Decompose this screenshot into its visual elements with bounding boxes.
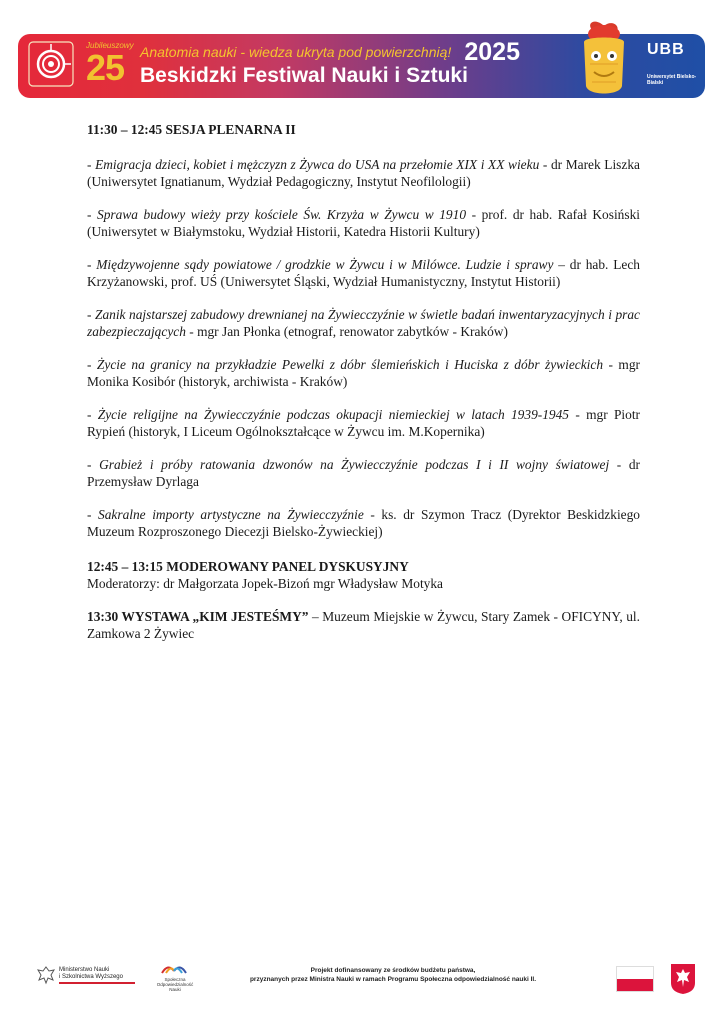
talk-title: - Grabież i próby ratowania dzwonów na Żywiecczyźnie podczas I i II wojny światowej — [87, 457, 610, 472]
jubilee-number: 25 — [86, 47, 125, 88]
talk-item — [87, 156, 640, 190]
exhibition-heading: 13:30 WYSTAWA „KIM JESTEŚMY” — [87, 609, 309, 624]
university-name: Uniwersytet Bielsko-Bialski — [647, 74, 697, 86]
panel-heading: 12:45 – 13:15 MODEROWANY PANEL DYSKUSYJNY — [87, 559, 409, 574]
talk-item — [87, 306, 640, 340]
talk-item — [87, 356, 640, 390]
sponsor-footer — [0, 955, 725, 1005]
talk-speaker: - prof. dr hab. Rafał Kosiński (Uniwersytet w Białymstoku, Wydział Historii, Katedra Historii Kultury) — [87, 207, 640, 239]
book-icon — [161, 961, 187, 975]
jubilee-label: Jubileuszowy — [86, 41, 134, 50]
talk-item — [87, 406, 640, 440]
talk-title: - Sakralne importy artystyczne na Żywiecczyźnie — [87, 507, 364, 522]
university-mark: UBB — [647, 41, 685, 58]
program-line-3: Nauki — [169, 987, 181, 992]
festival-title: Beskidzki Festiwal Nauki i Sztuki — [140, 64, 468, 87]
session-heading: 11:30 – 12:45 SESJA PLENARNA II — [87, 122, 296, 137]
funding-line-1: Projekt dofinansowany ze środków budżetu państwa, — [310, 967, 476, 974]
talk-title: - Międzywojenne sądy powiatowe / grodzkie w Żywcu i w Milówce. Ludzie i sprawy — [87, 257, 554, 272]
exhibition-details: – Muzeum Miejskie w Żywcu, Stary Zamek - OFICYNY, ul. Zamkowa 2 Żywiec — [87, 609, 640, 641]
university-logo — [643, 42, 695, 90]
funding-note — [222, 966, 564, 984]
talk-item — [87, 506, 640, 540]
exhibition-item — [87, 608, 640, 642]
program-line-1: Społeczna — [164, 977, 186, 982]
ministry-name — [59, 967, 149, 981]
talk-speaker: - ks. dr Szymon Tracz (Dyrektor Beskidzkiego Muzeum Rozproszonego Diecezji Bielsko-Żywieckiej) — [87, 507, 640, 539]
eagle-icon — [37, 965, 55, 985]
program-name — [152, 977, 198, 992]
talk-speaker: - mgr Jan Płonka (etnograf, renowator zabytków - Kraków) — [185, 324, 508, 339]
talk-title: - Zanik najstarszej zabudowy drewnianej na Żywiecczyźnie w świetle badań inwentaryzacyjnych i prac zabezpieczających — [87, 307, 640, 339]
polish-emblem-icon — [670, 963, 696, 995]
programme-content — [87, 121, 640, 642]
talk-title: - Życie religijne na Żywiecczyźnie podczas okupacji niemieckiej w latach 1939-1945 — [87, 407, 570, 422]
talk-item — [87, 456, 640, 490]
talk-speaker: – dr hab. Lech Krzyżanowski, prof. UŚ (Uniwersytet Śląski, Wydział Humanistyczny, Instytut Historii) — [87, 257, 640, 289]
funding-line-2: przyznanych przez Ministra Nauki w ramach Programu Społeczna odpowiedzialność nauki II. — [249, 976, 537, 983]
polish-flag — [616, 966, 654, 992]
ministry-line-2: i Szkolnictwa Wyższego — [59, 974, 123, 980]
talk-speaker: - dr Przemysław Dyrlaga — [87, 457, 640, 489]
talk-speaker: - dr Marek Liszka (Uniwersytet Ignatianum, Wydział Pedagogiczny, Instytut Neofilologii) — [87, 157, 640, 189]
ministry-underline — [59, 982, 135, 984]
program-logo — [152, 961, 198, 997]
ministry-line-1: Ministerstwo Nauki — [59, 967, 110, 973]
flag-red-stripe — [617, 979, 653, 991]
talk-speaker: - mgr Monika Kosibór (historyk, archiwista - Kraków) — [87, 357, 640, 389]
talk-title: - Życie na granicy na przykładzie Pewelki z dóbr ślemieńskich i Huciska z dóbr żywieckich — [87, 357, 604, 372]
festival-year: 2025 — [464, 38, 520, 66]
ministry-logo — [37, 965, 147, 991]
panel-moderators: Moderatorzy: dr Małgorzata Jopek-Bizoń mgr Władysław Motyka — [87, 576, 443, 591]
festival-logo-icon — [28, 40, 76, 90]
talk-title: - Sprawa budowy wieży przy kościele Św. Krzyża w Żywcu w 1910 — [87, 207, 467, 222]
talk-item — [87, 206, 640, 240]
flag-white-stripe — [617, 967, 653, 979]
festival-tagline: Anatomia nauki - wiedza ukryta pod powierzchnią! — [140, 44, 452, 60]
apple-mascot-icon — [576, 16, 632, 102]
talk-speaker: - mgr Piotr Rypień (historyk, I Liceum Ogólnokształcące w Żywcu im. M.Kopernika) — [87, 407, 641, 439]
program-line-2: Odpowiedzialność — [156, 982, 194, 987]
talk-title: - Emigracja dzieci, kobiet i mężczyzn z Żywca do USA na przełomie XIX i XX wieku — [87, 157, 540, 172]
talk-item — [87, 256, 640, 290]
